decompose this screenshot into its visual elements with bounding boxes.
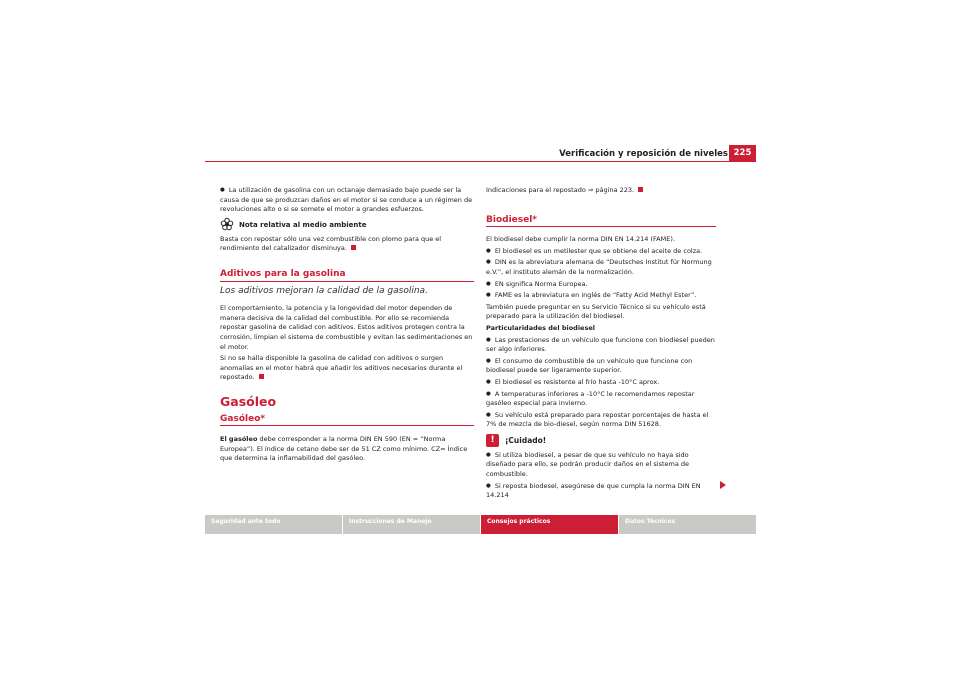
- page-header-title: Verificación y reposición de niveles: [559, 149, 728, 159]
- header-rule: [205, 161, 756, 162]
- bullet-icon: ●: [486, 451, 491, 458]
- biodiesel-heading: Biodiesel*: [486, 216, 716, 228]
- biodiesel-intro: El biodiesel debe cumplir la norma DIN EN 14.214 (FAME).: [486, 235, 675, 244]
- bullet-icon: ●: [486, 292, 491, 299]
- additives-heading: Aditivos para la gasolina: [220, 270, 474, 282]
- footer-nav: [205, 515, 756, 534]
- tab-consejos[interactable]: Consejos prácticos: [481, 515, 618, 534]
- bullet-icon: ●: [486, 280, 491, 287]
- end-mark: [638, 187, 643, 192]
- tab-seguridad[interactable]: Seguridad ante todo: [205, 515, 342, 534]
- end-mark: [351, 245, 356, 250]
- particularity-item: ● El biodiesel es resistente al frío hasta -10°C aprox.: [486, 377, 660, 386]
- warning-icon: !: [486, 434, 499, 447]
- bullet-icon: ●: [486, 247, 491, 254]
- bullet-icon: ●: [486, 411, 491, 418]
- bullet-icon: ●: [220, 187, 225, 193]
- additives-para-1: El comportamiento, la potencia y la longevidad del motor dependen de manera decisiva de la calidad del combustible. Por ello se recomienda repostar gasolina de calidad con aditivos. Estos aditivos protegen contra la corrosión, limpian el sistema de combustible y evitan las sedimentaciones en el motor.: [220, 304, 473, 351]
- flower-icon: [220, 217, 234, 231]
- gasoleo-para: El gasóleo debe corresponder a la norma DIN EN 590 (EN = “Norma Europea”). El índice de cetano debe ser de 51 CZ como mínimo. CZ= Índice que determina la inflamabilidad del gasóleo.: [220, 435, 468, 463]
- right-column: [486, 186, 716, 503]
- particularity-item: ● El consumo de combustible de un vehículo que funcione con biodiesel puede ser ligeramente superior.: [486, 356, 693, 375]
- biodiesel-bullet: ● DIN es la abreviatura alemana de “Deutsches Institut für Normung e.V.”, el instituto alemán de la normalización.: [486, 258, 712, 276]
- warning-item: ● Si reposta biodesel, asegúrese de que cumpla la norma DIN EN 14.214: [486, 481, 701, 500]
- left-column: [220, 186, 474, 466]
- bullet-gasoline-octane: ● La utilización de gasolina con un octanaje demasiado bajo puede ser la causa de que se produzcan daños en el motor si se conduce a un régimen de revoluciones alto o si se somete el motor a grandes esfuerzos.: [220, 186, 473, 214]
- refuel-instructions: Indicaciones para el repostado ⇒ página 223.: [486, 186, 716, 196]
- bullet-icon: ●: [486, 336, 491, 343]
- biodiesel-bullet: ● FAME es la abreviatura en inglés de “Fatty Acid Methyl Ester”.: [486, 291, 697, 300]
- additives-subtitle: Los aditivos mejoran la calidad de la gasolina.: [220, 285, 428, 296]
- env-note-text: Basta con repostar sólo una vez combustible con plomo para que el rendimiento del catalizador disminuya.: [220, 234, 442, 253]
- tab-datos[interactable]: Datos Técnicos: [619, 515, 756, 534]
- gasoleo-heading: Gasóleo*: [220, 415, 474, 427]
- next-page-arrow-icon[interactable]: [718, 480, 728, 490]
- warning-title: ! ¡Cuidado!: [486, 434, 716, 447]
- particularities-title: Particularidades del biodiesel: [486, 323, 595, 332]
- biodiesel-bullet: ● El biodiesel es un metilester que se obtiene del aceite de colza.: [486, 246, 703, 255]
- bullet-icon: ●: [486, 357, 491, 364]
- service-para: También puede preguntar en su Servicio Técnico si su vehículo está preparado para la utilización del biodiesel.: [486, 302, 706, 321]
- bullet-icon: ●: [486, 482, 491, 489]
- warning-item: ● Si utiliza biodiesel, a pesar de que su vehículo no haya sido diseñado para ello, se podrán producir daños en el sistema de combustible.: [486, 450, 690, 479]
- additives-para-2: Si no se halla disponible la gasolina de calidad con aditivos o surgen anomalías en el motor habrá que añadir los aditivos necesarios durante el repostado.: [220, 354, 463, 382]
- biodiesel-bullet: ● EN significa Norma Europea.: [486, 279, 588, 288]
- bullet-icon: ●: [486, 390, 491, 397]
- particularity-item: ● Las prestaciones de un vehículo que funcione con biodiesel pueden ser algo inferiores.: [486, 335, 715, 354]
- particularity-item: ● Su vehículo está preparado para repostar porcentajes de hasta el 7% de mezcla de bio-diesel, según norma DIN 51628.: [486, 410, 709, 429]
- end-mark: [259, 374, 264, 379]
- bullet-icon: ●: [486, 259, 491, 266]
- env-note-title: Nota relativa al medio ambiente: [220, 217, 474, 231]
- bullet-icon: ●: [486, 378, 491, 385]
- particularity-item: ● A temperaturas inferiores a -10°C le recomendamos repostar gasóleo especial para invierno.: [486, 389, 695, 408]
- gasoleo-big-heading: Gasóleo: [220, 393, 277, 409]
- tab-instrucciones[interactable]: Instrucciones de Manejo: [343, 515, 480, 534]
- page-number: 225: [729, 145, 756, 162]
